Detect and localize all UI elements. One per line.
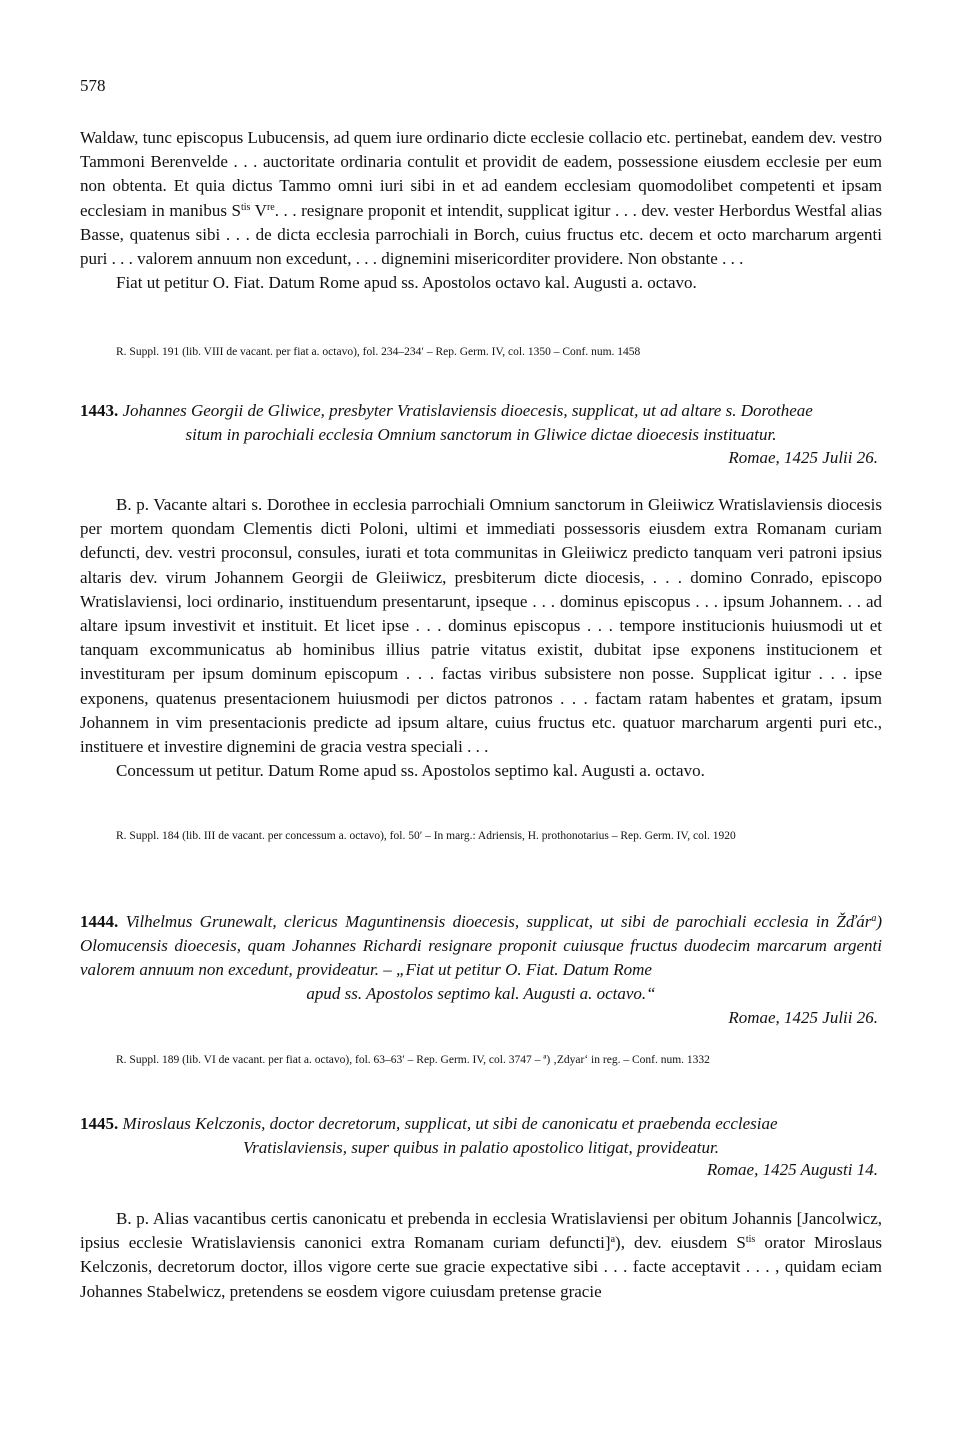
- superscript: a: [871, 913, 877, 924]
- entry-number: 1443.: [80, 401, 119, 420]
- entry-number: 1445.: [80, 1114, 119, 1133]
- entry-1445-heading: [80, 1112, 882, 1160]
- entry-1442-footnote: R. Suppl. 191 (lib. VIII de vacant. per fiat a. octavo), fol. 234–234′ – Rep. Germ. IV, col. 1350 – Conf. num. 1458: [116, 346, 641, 358]
- entry-1443-heading: [80, 399, 882, 447]
- entry-1443-conclusion: Concessum ut petitur. Datum Rome apud ss. Apostolos septimo kal. Augusti a. octavo.: [116, 761, 705, 781]
- entry-title: ) Olomucensis dioecesis, quam Johannes Richardi resignare proponit cuiusque fructus duodecim marcarum argenti valorem annuum non excedunt, provideatur. – „Fiat ut petitur O. Fiat. Datum Rome: [80, 912, 882, 979]
- entry-1443-date: Romae, 1425 Julii 26.: [728, 448, 878, 467]
- entry-title-continued: Vratislaviensis, super quibus in palatio apostolico litigat, provideatur.: [243, 1138, 719, 1157]
- entry-1442-body: [80, 126, 882, 295]
- body-text: orator Miroslaus Kelczonis, decretorum doctor, illos vigore certe sue gracie expectative sibi . . . facte acceptavit . . . , quidam eciam Johannes Stabelwicz, pretendens se eosdem vigore cuiusdam pretense gracie: [80, 1233, 883, 1301]
- entry-1442-conclusion: Fiat ut petitur O. Fiat. Datum Rome apud ss. Apostolos octavo kal. Augusti a. octavo.: [116, 273, 697, 293]
- entry-1443-paragraph: B. p. Vacante altari s. Dorothee in ecclesia parrochiali Omnium sanctorum in Gleiiwicz Wratislaviensis diocesis per mortem quondam Clementis dicti Poloni, ultimi et immediati possessoris eiusdem extra Romanam curiam defuncti, dev. vestri proconsul, consules, iurati et tota communitas in Gleiiwicz predicto tanquam veri patroni ipsius altaris dev. virum Johannem Georgii de Gleiiwicz, presbiterum dicte diocesis, . . . domino Conrado, episcopo Wratislaviensi, loci ordinario, instituendum presentarunt, ipseque . . . dominus episcopus . . . ipsum Johannem. . . ad altare ipsum investivit et instituit. Et licet ipse . . . dominus episcopus . . . tempore institucionis huiusmodi ut et tanquam excommunicatus ab hominibus illius patrie vitatus existit, dubitat ipse exponens institucionem et investituram per ipsum dominum episcopum . . . factas viribus subsistere non posse. Supplicat igitur . . . ipse exponens, quatenus presentacionem huiusmodi per dictos patronos . . . factam ratam habentes et gratam, ipsum Johannem in vim presentacionis predicte ad ipsum altare, cuius fructus etc. quatuor marcharum argenti puri etc., instituere et investire dignemini de gracia vestra speciali . . .: [80, 495, 882, 757]
- entry-1443-body: [80, 493, 882, 783]
- entry-number: 1444.: [80, 912, 119, 931]
- entry-title: Vilhelmus Grunewalt, clericus Maguntinensis dioecesis, supplicat, ut sibi de parochiali ecclesia in Žďár: [125, 912, 872, 931]
- entry-1445-date: Romae, 1425 Augusti 14.: [706, 1160, 878, 1179]
- entry-1443-footnote: R. Suppl. 184 (lib. III de vacant. per concessum a. octavo), fol. 50′ – In marg.: Adriensis, H. prothonotarius – Rep. Germ. IV, col. 1920: [116, 830, 736, 842]
- entry-1444-date: Romae, 1425 Julii 26.: [728, 1008, 878, 1027]
- page-number: 578: [80, 76, 106, 95]
- entry-1444-footnote: R. Suppl. 189 (lib. VI de vacant. per fiat a. octavo), fol. 63–63′ – Rep. Germ. IV, col. 3747 – ª) ‚Zdyar‘ in reg. – Conf. num. 1332: [116, 1054, 710, 1066]
- entry-1445-paragraph: [80, 1207, 882, 1304]
- entry-1445-body: [80, 1207, 882, 1304]
- superscript: tis: [745, 1234, 756, 1246]
- entry-title: Johannes Georgii de Gliwice, presbyter Vratislaviensis dioecesis, supplicat, ut ad altare s. Dorotheae: [122, 401, 813, 420]
- entry-title: Miroslaus Kelczonis, doctor decretorum, supplicat, ut sibi de canonicatu et praebenda ecclesiae: [122, 1114, 778, 1133]
- entry-title-continued: apud ss. Apostolos septimo kal. Augusti a. octavo.“: [306, 984, 656, 1003]
- body-text: Waldaw, tunc episcopus Lubucensis, ad quem iure ordinario dicte ecclesie collacio etc. pertinebat, eandem dev. vestro Tammoni Berenvelde . . . auctoritate ordinaria contulit et providit de eadem, possessione eiusdem ecclesie per eum non obtenta. Et quia dictus Tammo omni iuri sibi in et ad eandem ecclesiam quomodolibet competenti et ipsam ecclesiam in manibus S: [80, 128, 882, 220]
- superscript: re: [266, 201, 275, 213]
- entry-1444-heading: [80, 910, 882, 1006]
- entry-1442-paragraph: [80, 126, 882, 271]
- body-text: ), dev. eiusdem S: [615, 1233, 746, 1253]
- superscript: tis: [240, 201, 251, 213]
- body-text: . . . resignare proponit et intendit, supplicat igitur . . . dev. vester Herbordus Westfal alias Basse, quatenus sibi . . . de dicta ecclesia parrochiali in Borch, cuius fructus etc. decem et octo marcharum argenti puri . . . valorem annuum non excedunt, . . . dignemini misericorditer providere. Non obstante . . .: [80, 200, 882, 269]
- body-text: V: [250, 200, 267, 220]
- superscript: a: [610, 1234, 616, 1246]
- body-text: B. p. Alias vacantibus certis canonicatu et prebenda in ecclesia Wratislaviensi per obitum Johannis [Jancolwicz, ipsius ecclesie Wratislaviensis canonici extra Romanam curiam defuncti]: [80, 1209, 882, 1253]
- entry-title-continued: situm in parochiali ecclesia Omnium sanctorum in Gliwice dictae dioecesis instituatur.: [185, 425, 777, 444]
